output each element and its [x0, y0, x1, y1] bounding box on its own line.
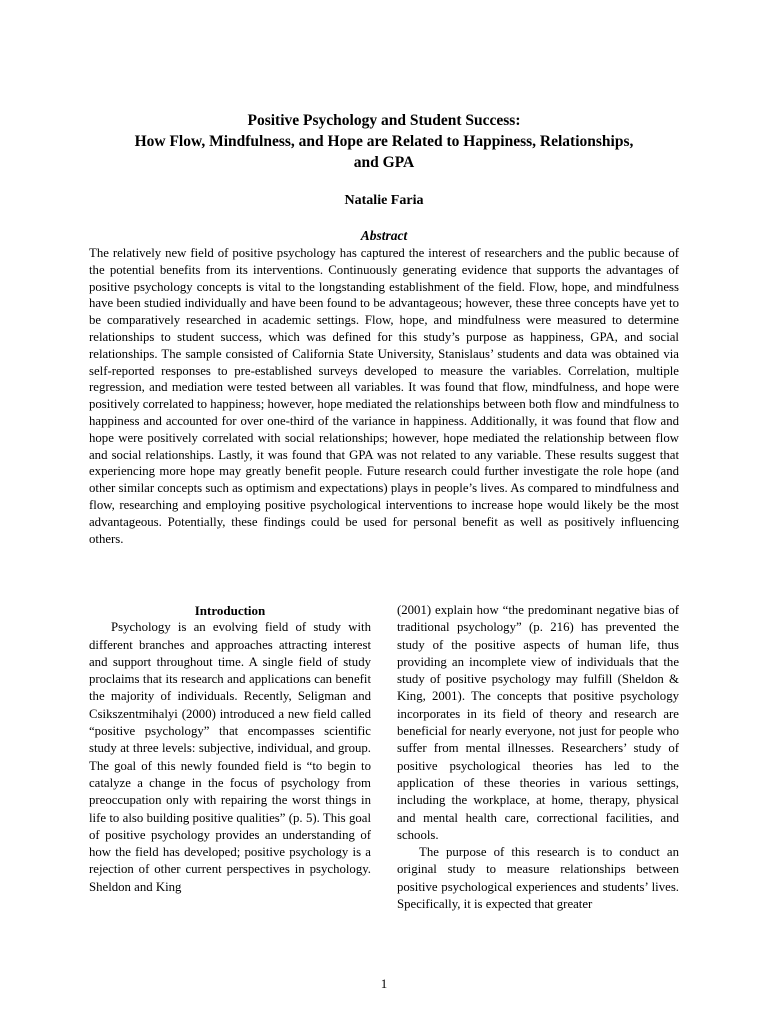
abstract-text: The relatively new field of positive psychology has captured the interest of researchers and the public because of the potential benefits from its interventions. Continuously generating evidence that supports the advantages of positive psychology concepts is vital to the longstanding establishment of the field. Flow, hope, and mindfulness have been studied individually and have been found to be advantageous; however, these three concepts have yet to be comparatively researched in academic settings. Flow, hope, and mindfulness were measured to determine relationships to student success, which was defined for this study’s purpose as happiness, GPA, and social relationships. The sample consisted of California State University, Stanislaus’ students and data was obtained via self-reported responses to pre-established surveys developed to measure the variables. Correlation, multiple regression, and mediation were tested between all variables. It was found that flow, mindfulness, and hope were positively correlated to happiness; however, hope mediated the relationships between both flow and mindfulness to happiness and accounted for over one-third of the variance in happiness. Additionally, it was found that flow and hope were positively correlated with social relationships; however, hope mediated the relationship between flow and social relationships. Lastly, it was found that GPA was not related to any variable. These results suggest that experiencing more hope may greatly benefit people. Future research could further investigate the role hope (and other similar concepts such as optimism and expectations) plays in people’s lives. As compared to mindfulness and flow, researching and employing positive psychological interventions to increase hope would likely be the most advantageous. Potentially, these findings could be used for personal benefit as well as positively influencing others.	[89, 246, 679, 546]
left-column	[89, 602, 371, 896]
title-line-2: How Flow, Mindfulness, and Hope are Related to Happiness, Relationships,	[134, 133, 634, 150]
intro-paragraph-continued: (2001) explain how “the predominant negative bias of traditional psychology” (p. 216) has prevented the study of the positive aspects of human life, thus providing an incomplete view of individuals that the study of positive psychology may fulfill (Sheldon & King, 2001). The concepts that positive psychology incorporates in its field of theory and research are beneficial for nearly everyone, not just for people who suffer from mental illnesses. Researchers’ study of positive psychological theories has led to the application of these theories in various settings, including the workplace, at home, therapy, physical and mental health care, correctional facilities, and schools.	[397, 603, 679, 842]
right-column	[397, 602, 679, 913]
intro-paragraph-2: The purpose of this research is to conduct an original study to measure relationships between positive psychological experiences and students’ lives. Specifically, it is expected that greater	[397, 845, 679, 912]
intro-paragraph-1: Psychology is an evolving field of study with different branches and approaches attracting interest and support throughout time. A single field of study proclaims that its research and applications can benefit the majority of individuals. Recently, Seligman and Csikszentmihalyi (2000) introduced a new field called “positive psychology” that encompasses scientific study at three levels: subjective, individual, and group. The goal of this newly founded field is “to begin to catalyze a change in the focus of psychology from preoccupation only with repairing the worst things in life to also building positive qualities” (p. 5). This goal of positive psychology provides an understanding of how the field has developed; positive psychology is a rejection of other current perspectives in psychology. Sheldon and King	[89, 620, 371, 894]
page-number: 1	[380, 976, 388, 991]
abstract-heading: Abstract	[360, 228, 408, 243]
introduction-heading: Introduction	[194, 603, 266, 618]
paper-title	[60, 110, 708, 173]
title-line-1: Positive Psychology and Student Success:	[247, 112, 521, 129]
title-line-3: and GPA	[353, 154, 415, 171]
author-name: Natalie Faria	[344, 193, 424, 208]
